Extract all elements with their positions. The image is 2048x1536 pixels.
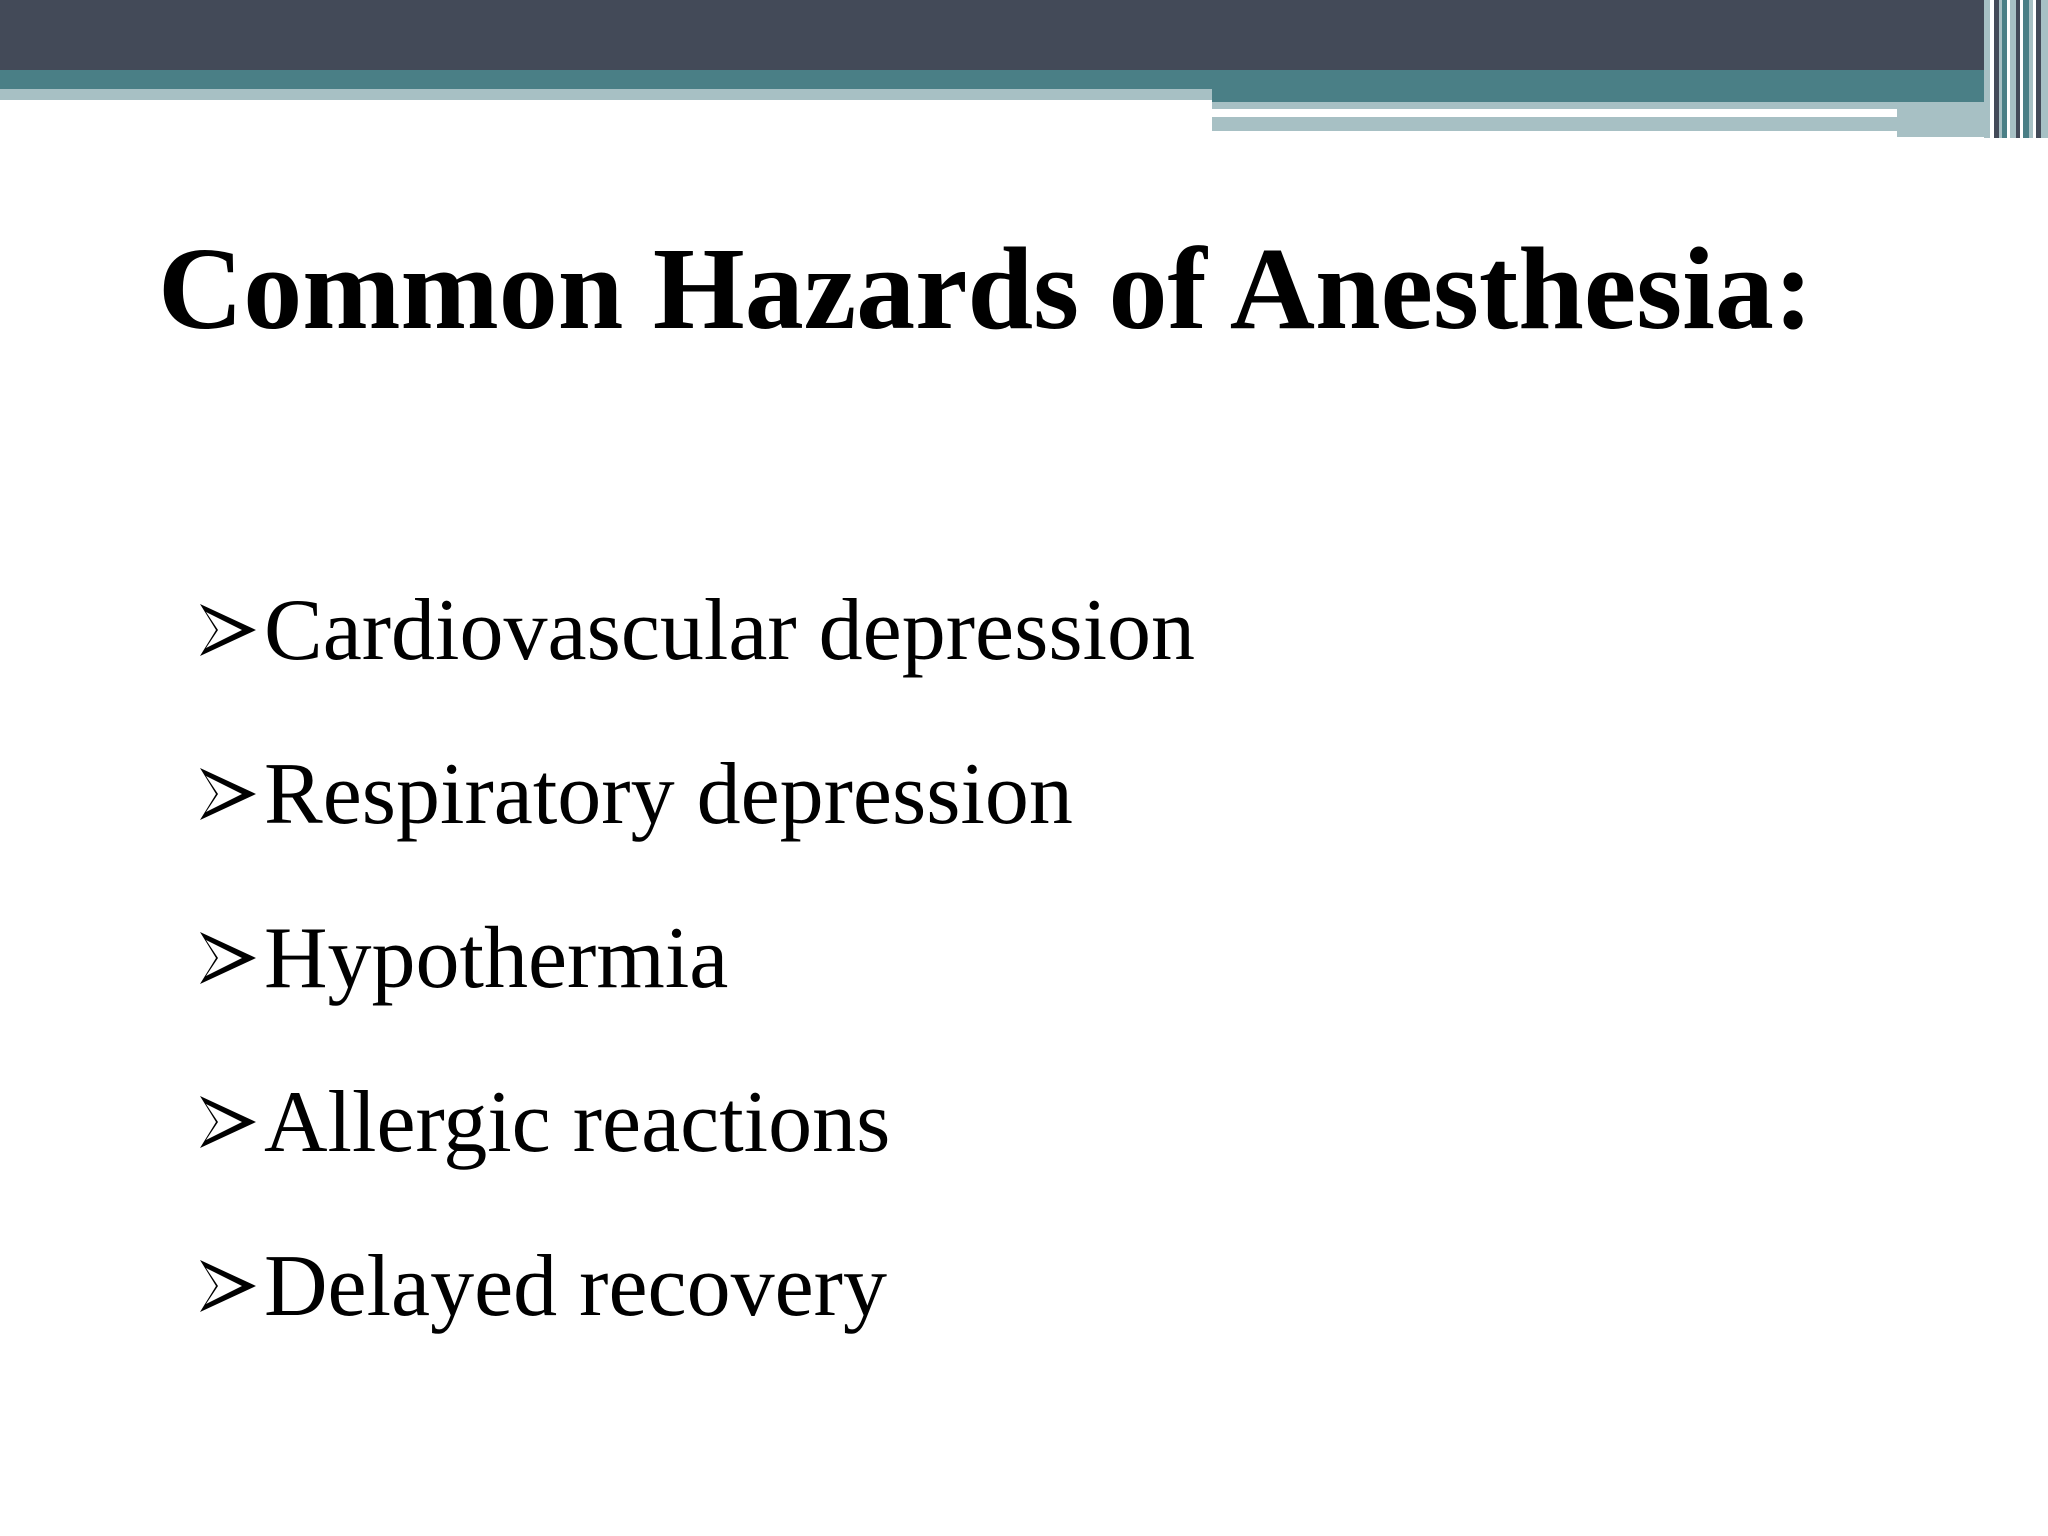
bullet-list (196, 548, 1195, 1368)
bullet-text: Respiratory depression (264, 745, 1073, 843)
arrowhead-bullet-icon (196, 598, 260, 662)
arrowhead-bullet-icon (196, 1090, 260, 1154)
bullet-item (196, 548, 1195, 712)
bullet-item (196, 1204, 1195, 1368)
header-band-teal-right (1212, 89, 2048, 102)
bullet-text: Hypothermia (264, 909, 729, 1007)
arrowhead-bullet-icon (196, 1254, 260, 1318)
arrowhead-bullet-icon (196, 762, 260, 826)
bullet-item (196, 1040, 1195, 1204)
bullet-text: Cardiovascular depression (264, 581, 1196, 679)
bullet-item (196, 712, 1195, 876)
header-band-teal (0, 70, 2048, 89)
header-stripes (1984, 0, 2048, 138)
bullet-text: Delayed recovery (264, 1237, 887, 1335)
header-white-line (1212, 109, 1897, 117)
header-band-light-right (1212, 102, 2048, 109)
arrowhead-bullet-icon (196, 926, 260, 990)
bullet-text: Allergic reactions (264, 1073, 891, 1171)
slide-title: Common Hazards of Anesthesia: (158, 223, 1814, 354)
header-band-light-left (0, 89, 1212, 100)
header-band-dark (0, 0, 2048, 70)
bullet-item (196, 876, 1195, 1040)
